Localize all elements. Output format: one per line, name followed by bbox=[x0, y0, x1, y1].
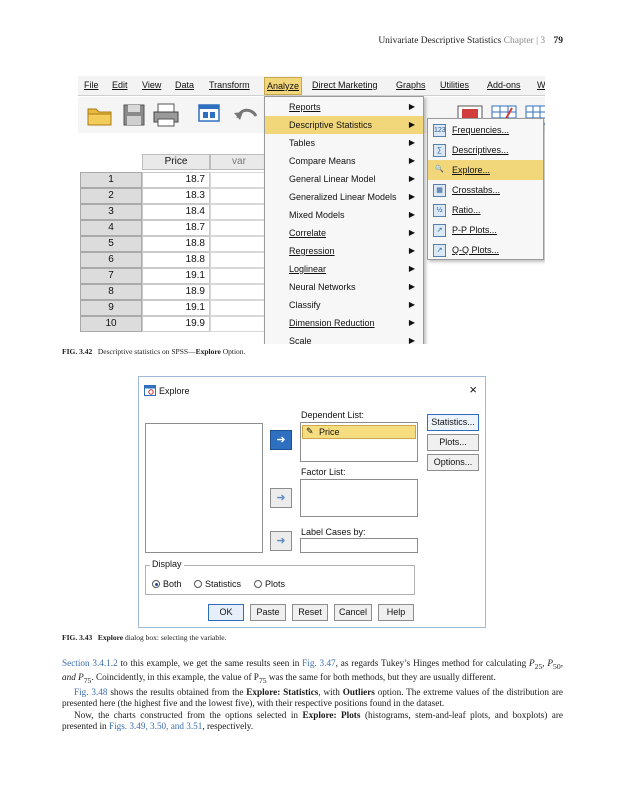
menu-item-crosstabs[interactable]: ▦ Crosstabs... bbox=[428, 180, 543, 200]
price-cell[interactable]: 19.1 bbox=[142, 300, 210, 316]
row-number[interactable]: 2 bbox=[80, 188, 142, 204]
figure-caption-3-42: FIG. 3.42 Descriptive statistics on SPSS—Explore Option. bbox=[62, 347, 246, 356]
menu-utilities[interactable]: Utilities bbox=[440, 80, 470, 90]
label-cases-field[interactable] bbox=[300, 538, 418, 553]
display-group-label: Display bbox=[152, 559, 182, 569]
menu-analyze[interactable]: Analyze bbox=[264, 77, 302, 95]
var-cell[interactable] bbox=[210, 252, 268, 268]
explore-magnifier-icon: 🔍 bbox=[435, 166, 444, 173]
help-button[interactable]: Help bbox=[378, 604, 414, 621]
figure-caption-3-43: FIG. 3.43 Explore dialog box: selecting the variable. bbox=[62, 633, 227, 642]
pp-plots-icon: ↗ bbox=[433, 224, 446, 237]
price-cell[interactable]: 19.1 bbox=[142, 268, 210, 284]
frequencies-icon: 123 bbox=[433, 124, 446, 137]
menu-item-ratio[interactable]: ½ Ratio... bbox=[428, 200, 543, 220]
dependent-item-price[interactable]: ✎ Price bbox=[302, 425, 416, 439]
paragraph-1: Section 3.4.1.2 to this example, we get the same results seen in Fig. 3.47, as regards Tukey’s Hinges method for calculating $P_{25}$, $P_{50}$, and $P_{75}$. Coincidently, in this example, the value of $P_{75}$ was the same for both methods, but they are usually different. bbox=[62, 658, 563, 686]
price-cell[interactable]: 18.7 bbox=[142, 172, 210, 188]
var-cell[interactable] bbox=[210, 188, 268, 204]
plots-button[interactable]: Plots... bbox=[427, 434, 479, 451]
qq-plots-icon: ↗ bbox=[433, 244, 446, 257]
row-number[interactable]: 3 bbox=[80, 204, 142, 220]
page-number: 79 bbox=[553, 36, 563, 46]
body-text bbox=[62, 658, 563, 733]
move-to-dependent-button[interactable]: ➜ bbox=[270, 430, 292, 450]
paragraph-2: Fig. 3.48 shows the results obtained from the Explore: Statistics, with Outliers option. The extreme values of the distribution are presented here (the highest five and the lowest five), with their respective positions found in the dataset. bbox=[62, 686, 564, 709]
row-number[interactable]: 1 bbox=[80, 172, 142, 188]
dependent-list-label: Dependent List: bbox=[301, 410, 365, 420]
menu-addons[interactable]: Add-ons bbox=[487, 80, 521, 90]
menu-item-dimension-reduction[interactable]: Dimension Reduction ▶ bbox=[289, 318, 415, 328]
price-cell[interactable]: 19.9 bbox=[142, 316, 210, 332]
menu-item-regression[interactable]: Regression ▶ bbox=[289, 246, 415, 256]
menu-item-loglinear[interactable]: Loglinear ▶ bbox=[289, 264, 415, 274]
column-header-var[interactable]: var bbox=[210, 154, 268, 170]
menu-item-mixed-models[interactable]: Mixed Models ▶ bbox=[289, 210, 415, 220]
price-cell[interactable]: 18.7 bbox=[142, 220, 210, 236]
running-head-title: Univariate Descriptive Statistics bbox=[378, 36, 502, 46]
ratio-icon: ½ bbox=[433, 204, 446, 217]
descriptives-icon: ∑ bbox=[433, 144, 446, 157]
factor-list-label: Factor List: bbox=[301, 467, 346, 477]
price-cell[interactable]: 18.9 bbox=[142, 284, 210, 300]
price-cell[interactable]: 18.8 bbox=[142, 236, 210, 252]
factor-list[interactable] bbox=[300, 479, 418, 517]
menu-window[interactable]: W bbox=[537, 80, 545, 90]
menubar bbox=[78, 76, 545, 96]
menu-item-qq-plots[interactable]: ↗ Q-Q Plots... bbox=[428, 240, 543, 260]
running-head-chapter: Chapter | 3 bbox=[503, 36, 546, 46]
price-cell[interactable]: 18.4 bbox=[142, 204, 210, 220]
menu-data[interactable]: Data bbox=[175, 80, 195, 90]
display-statistics-radio[interactable]: Statistics bbox=[194, 579, 241, 589]
column-header-price[interactable]: Price bbox=[142, 154, 210, 170]
menu-item-frequencies[interactable]: 123 Frequencies... bbox=[434, 125, 510, 135]
var-cell[interactable] bbox=[210, 284, 268, 300]
row-number[interactable]: 4 bbox=[80, 220, 142, 236]
options-button[interactable]: Options... bbox=[427, 454, 479, 471]
row-number[interactable]: 5 bbox=[80, 236, 142, 252]
menu-item-pp-plots[interactable]: ↗ P-P Plots... bbox=[428, 220, 543, 240]
move-to-label-button[interactable]: ➜ bbox=[270, 531, 292, 551]
variable-source-list[interactable] bbox=[145, 423, 263, 553]
cancel-button[interactable]: Cancel bbox=[334, 604, 372, 621]
menu-item-classify[interactable]: Classify ▶ bbox=[289, 300, 415, 310]
var-cell[interactable] bbox=[210, 316, 268, 332]
print-icon[interactable] bbox=[152, 102, 180, 128]
label-cases-label: Label Cases by: bbox=[301, 527, 366, 537]
menu-item-correlate[interactable]: Correlate ▶ bbox=[289, 228, 415, 238]
dialog-title: Explore bbox=[159, 386, 190, 396]
menu-item-neural-networks[interactable]: Neural Networks ▶ bbox=[289, 282, 415, 292]
menu-item-descriptives[interactable]: ∑ Descriptives... bbox=[428, 140, 543, 160]
menu-file[interactable]: File bbox=[84, 80, 99, 90]
save-icon[interactable] bbox=[120, 102, 148, 128]
var-cell[interactable] bbox=[210, 236, 268, 252]
descriptive-statistics-submenu bbox=[427, 118, 544, 260]
menu-item-explore[interactable]: 🔍 Explore... bbox=[428, 160, 543, 180]
menu-item-general-linear-model[interactable]: General Linear Model ▶ bbox=[289, 174, 415, 184]
menu-item-reports[interactable]: Reports ▶ bbox=[289, 102, 415, 112]
menu-item-descriptive-statistics[interactable]: Descriptive Statistics ▶ bbox=[265, 116, 423, 134]
close-button[interactable]: × bbox=[469, 382, 477, 397]
menu-edit[interactable]: Edit bbox=[112, 80, 128, 90]
var-cell[interactable] bbox=[210, 220, 268, 236]
row-number[interactable]: 7 bbox=[80, 268, 142, 284]
price-cell[interactable]: 18.8 bbox=[142, 252, 210, 268]
display-plots-radio[interactable]: Plots bbox=[254, 579, 285, 589]
row-number[interactable]: 9 bbox=[80, 300, 142, 316]
var-cell[interactable] bbox=[210, 172, 268, 188]
display-both-radio[interactable]: Both bbox=[152, 579, 182, 589]
row-number[interactable]: 10 bbox=[80, 316, 142, 332]
menu-transform[interactable]: Transform bbox=[209, 80, 250, 90]
row-number[interactable]: 6 bbox=[80, 252, 142, 268]
menu-item-generalized-linear-models[interactable]: Generalized Linear Models ▶ bbox=[289, 192, 415, 202]
row-number[interactable]: 8 bbox=[80, 284, 142, 300]
menu-item-tables[interactable]: Tables ▶ bbox=[289, 138, 415, 148]
running-head bbox=[378, 36, 563, 46]
paragraph-3: Now, the charts constructed from the options selected in Explore: Plots (histograms, stem-and-leaf plots, and boxplots) are presented in Figs. 3.49, 3.50, and 3.51, respectively. bbox=[62, 709, 564, 732]
menu-graphs[interactable]: Graphs bbox=[396, 80, 426, 90]
var-cell[interactable] bbox=[210, 300, 268, 316]
dialog-recall-icon[interactable] bbox=[196, 102, 224, 128]
analyze-menu bbox=[264, 96, 424, 344]
crosstabs-icon: ▦ bbox=[433, 184, 446, 197]
undo-icon[interactable] bbox=[232, 102, 260, 128]
pencil-ruler-icon: ✎ bbox=[306, 426, 314, 436]
ok-button[interactable]: OK bbox=[208, 604, 244, 621]
move-to-factor-button[interactable]: ➜ bbox=[270, 488, 292, 508]
spss-window bbox=[78, 76, 545, 344]
menu-item-scale[interactable]: Scale ▶ bbox=[289, 336, 415, 344]
display-group bbox=[145, 559, 415, 595]
menu-direct-marketing[interactable]: Direct Marketing bbox=[312, 80, 378, 90]
var-cell[interactable] bbox=[210, 204, 268, 220]
reset-button[interactable]: Reset bbox=[292, 604, 328, 621]
open-folder-icon[interactable] bbox=[86, 102, 114, 128]
menu-view[interactable]: View bbox=[142, 80, 162, 90]
explore-dialog-icon bbox=[144, 385, 156, 396]
var-cell[interactable] bbox=[210, 268, 268, 284]
statistics-button[interactable]: Statistics... bbox=[427, 414, 479, 431]
explore-dialog bbox=[138, 376, 486, 628]
menu-item-compare-means[interactable]: Compare Means ▶ bbox=[289, 156, 415, 166]
price-cell[interactable]: 18.3 bbox=[142, 188, 210, 204]
paste-button[interactable]: Paste bbox=[250, 604, 286, 621]
